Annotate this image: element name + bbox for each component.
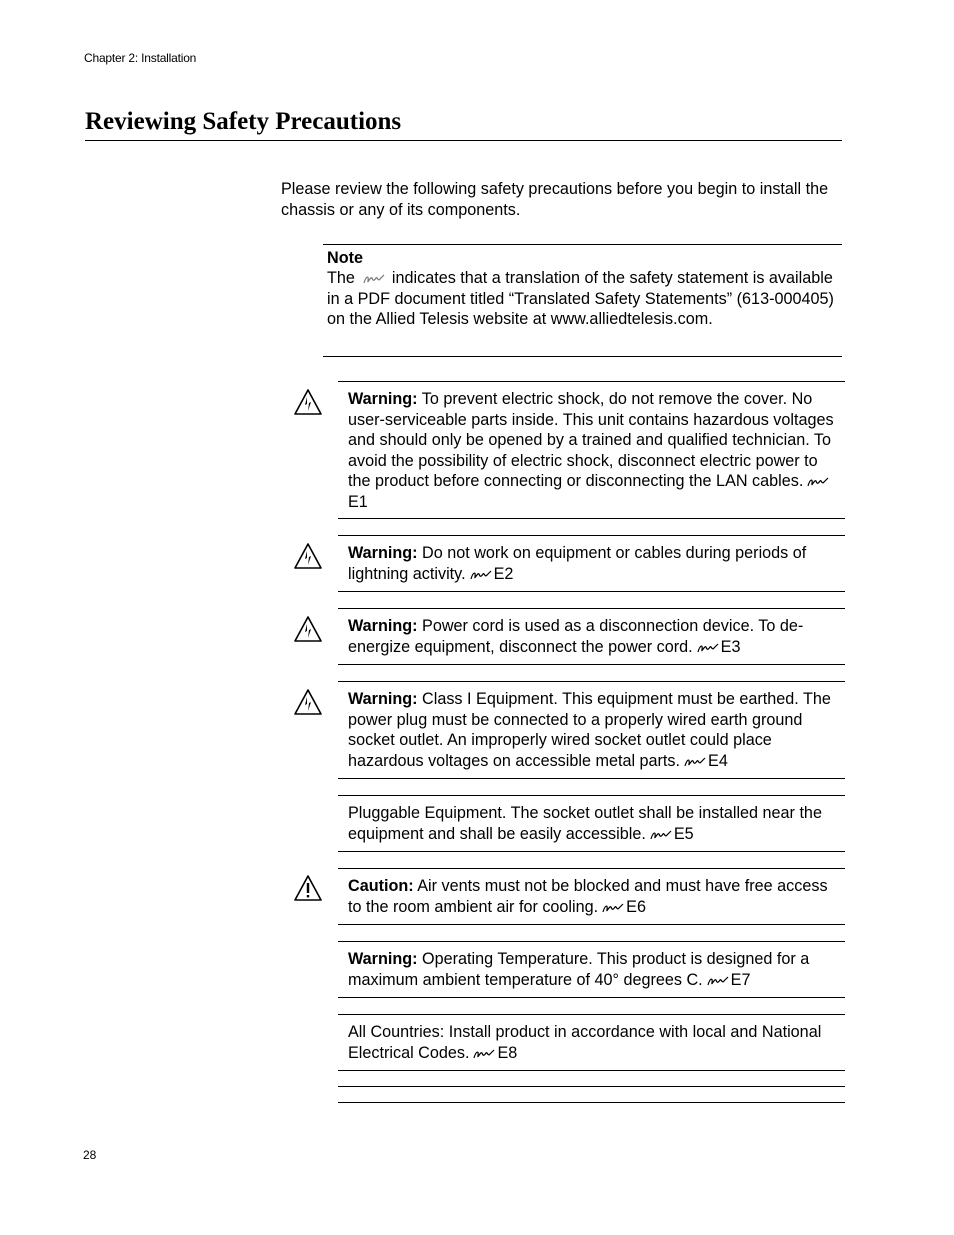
- intro-paragraph: Please review the following safety precautions before you begin to install the chassis or any of its components.: [281, 180, 829, 219]
- translation-signature-icon: [473, 1048, 495, 1060]
- statement-e8: [338, 1014, 845, 1071]
- statement-lead: Warning:: [348, 390, 418, 408]
- statement-text: [348, 876, 844, 917]
- title-rule: [85, 140, 842, 141]
- warning-statement-e4: [338, 681, 845, 779]
- translation-signature-icon: [697, 642, 719, 654]
- statement-code: E2: [493, 564, 514, 583]
- statement-body: Power cord is used as a disconnection device. To de-energize equipment, disconnect the power cord.: [348, 617, 804, 656]
- divider-rule: [338, 1086, 845, 1087]
- running-header: Chapter 2: Installation: [84, 51, 197, 65]
- statement-text: [348, 689, 844, 771]
- note-text-end: indicates that a translation of the safety statement is available in a PDF document titled “Translated Safety Statements” (613-000405) on the Allied Telesis website at www.alliedtelesis.com.: [327, 269, 834, 328]
- statement-code: E1: [348, 492, 368, 511]
- note-title: Note: [327, 249, 363, 267]
- translation-signature-icon: [807, 476, 829, 488]
- translation-signature-icon: [602, 902, 624, 914]
- page-number: 28: [83, 1148, 97, 1162]
- statement-code: E3: [720, 637, 741, 656]
- note-body: [327, 268, 839, 330]
- caution-icon: [293, 874, 323, 902]
- statement-code: E7: [730, 970, 751, 989]
- translation-signature-icon: [470, 569, 492, 581]
- statement-code: E8: [497, 1043, 518, 1062]
- statement-lead: Caution:: [348, 877, 414, 895]
- statement-text: [348, 543, 844, 584]
- statement-code: E6: [626, 897, 646, 916]
- electrical-hazard-icon: [293, 615, 323, 643]
- translation-signature-icon: [363, 273, 385, 285]
- electrical-hazard-icon: [293, 688, 323, 716]
- statement-body: Do not work on equipment or cables during periods of lightning activity.: [348, 544, 807, 583]
- statement-body: Operating Temperature. This product is designed for a maximum ambient temperature of 40° degrees C.: [348, 950, 810, 989]
- statement-lead: Warning:: [348, 690, 418, 708]
- statement-body: Air vents must not be blocked and must have free access to the room ambient air for cooling.: [348, 877, 828, 916]
- statement-body: All Countries: Install product in accordance with local and National Electrical Codes.: [348, 1023, 822, 1062]
- statement-text: [348, 803, 844, 844]
- note-box: [323, 244, 842, 357]
- note-text-start: The: [327, 269, 355, 287]
- warning-statement-e2: [338, 535, 845, 592]
- statement-body: Class I Equipment. This equipment must be earthed. The power plug must be connected to a properly wired earth ground socket outlet. An improperly wired socket outlet could place hazardous voltages on accessible metal parts.: [348, 690, 831, 770]
- statement-lead: Warning:: [348, 950, 418, 968]
- warning-statement-e7: [338, 941, 845, 998]
- translation-signature-icon: [707, 975, 729, 987]
- statement-body: To prevent electric shock, do not remove the cover. No user-serviceable parts inside. This unit contains hazardous voltages and should only be opened by a trained and qualified technician. To avoid the possibility of electric shock, disconnect electric power to the product before connecting or disconnecting the LAN cables.: [348, 390, 834, 490]
- section-title: Reviewing Safety Precautions: [85, 108, 402, 135]
- warning-statement-e3: [338, 608, 845, 665]
- statement-e5: [338, 795, 845, 852]
- statement-text: [348, 1022, 844, 1063]
- statement-text: [348, 616, 844, 657]
- statement-text: [348, 389, 844, 512]
- statement-lead: Warning:: [348, 617, 418, 635]
- statement-body: Pluggable Equipment. The socket outlet shall be installed near the equipment and shall be easily accessible.: [348, 804, 822, 843]
- warning-statement-e1: [338, 381, 845, 519]
- caution-statement-e6: [338, 868, 845, 925]
- electrical-hazard-icon: [293, 542, 323, 570]
- statement-code: E5: [673, 824, 694, 843]
- statement-code: E4: [708, 751, 728, 770]
- divider-rule: [338, 1102, 845, 1103]
- translation-signature-icon: [650, 829, 672, 841]
- electrical-hazard-icon: [293, 388, 323, 416]
- statement-lead: Warning:: [348, 544, 418, 562]
- statement-text: [348, 949, 844, 990]
- translation-signature-icon: [684, 756, 706, 768]
